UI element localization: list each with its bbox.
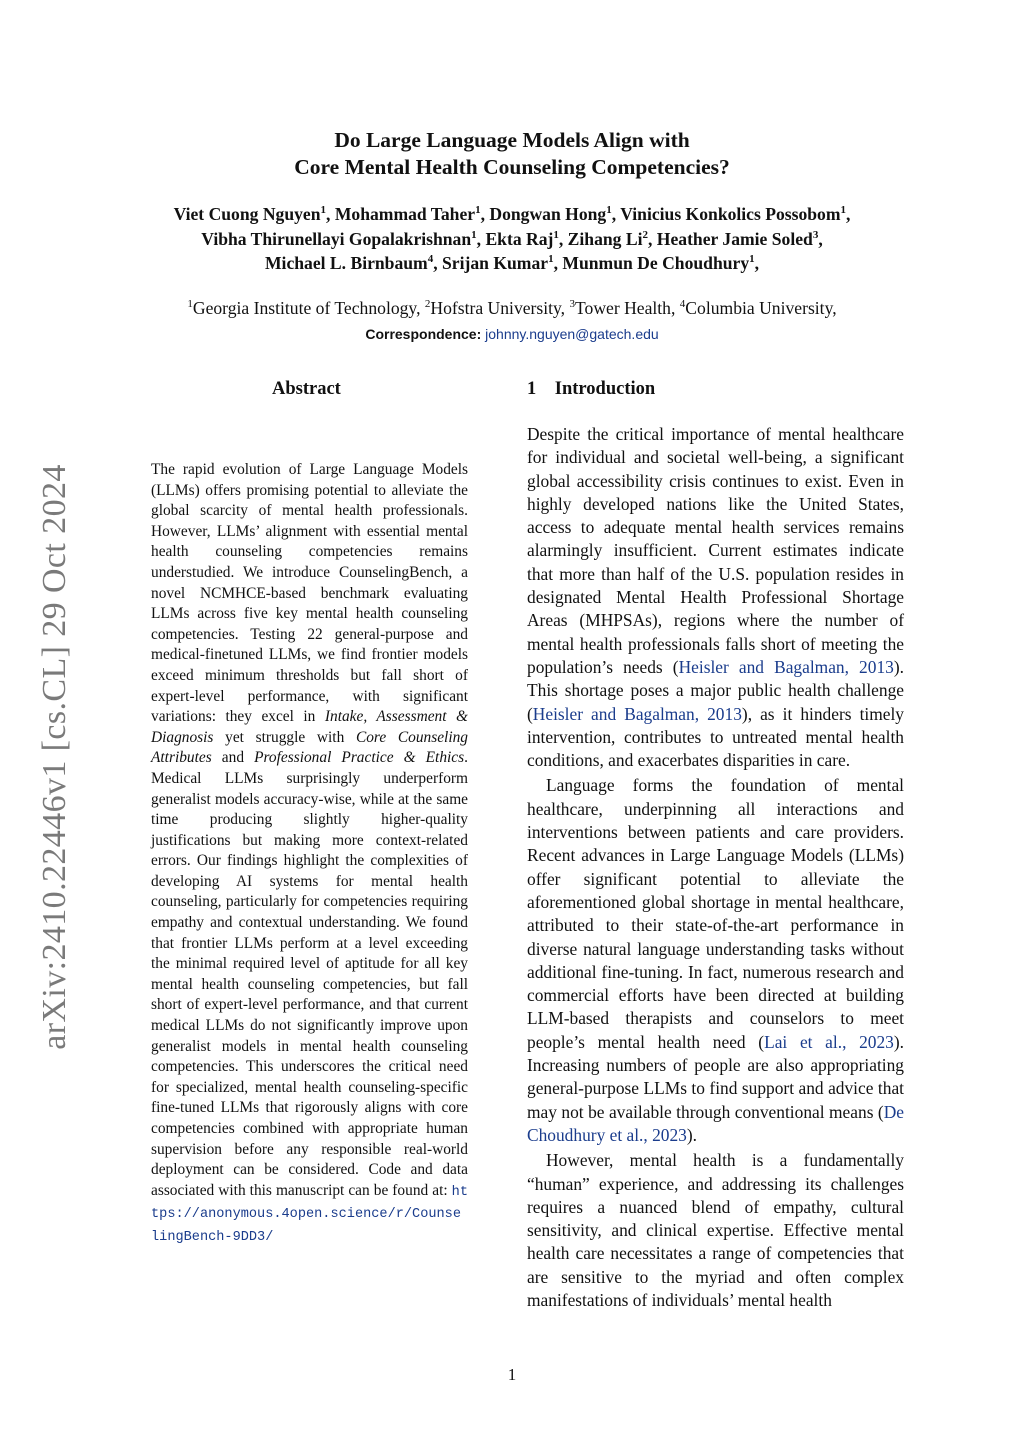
correspondence-label: Correspondence: (365, 326, 482, 342)
author-affiliation-mark: 2 (642, 228, 648, 241)
author-name: Heather Jamie Soled (656, 228, 813, 249)
citation-link[interactable]: Heisler and Bagalman, 2013 (532, 703, 742, 724)
abstract-text: and (221, 749, 245, 767)
citation-link[interactable]: Lai et al., 2023 (764, 1031, 894, 1052)
paragraph-text: ). This shortage poses a major public health challenge ( (527, 656, 904, 724)
paragraph (527, 423, 904, 772)
introduction-heading (527, 379, 655, 400)
affiliation-name: Columbia University, (685, 298, 837, 318)
affiliation-name: Tower Health, (575, 298, 676, 318)
author-name: Mohammad Taher (334, 204, 476, 224)
abstract-text: yet struggle with (225, 728, 345, 746)
affiliation-number: 4 (679, 298, 686, 310)
author-name: Viet Cuong Nguyen (173, 204, 321, 224)
correspondence-email-link[interactable]: johnny.nguyen@gatech.edu (485, 326, 659, 342)
author-affiliation-mark: 1 (471, 228, 477, 241)
arxiv-stamp (20, 456, 90, 1058)
section-number: 1 (527, 379, 537, 399)
paragraph (527, 774, 904, 1147)
correspondence (100, 326, 924, 342)
paragraph-text: However, mental health is a fundamentally “human” experience, and addressing its challenges requires a nuanced blend of empathy, cultural sensitivity, and clinical expertise. Effective mental health care necessitates a range of competencies that are sensitive to the myriad and often complex manifestations of individuals’ mental health (527, 1150, 904, 1310)
affiliation-number: 3 (569, 298, 575, 310)
affiliation-number: 1 (187, 298, 193, 310)
affiliations (100, 296, 924, 320)
abstract-emphasis: Professional Practice & Ethics (254, 749, 465, 767)
author-affiliation-mark: 1 (606, 204, 612, 216)
affiliation-name: Georgia Institute of Technology, (192, 298, 421, 318)
author-name: Zihang Li (567, 228, 643, 249)
author-name: Munmun De Choudhury (562, 253, 750, 273)
abstract-text: The rapid evolution of Large Language Models (LLMs) offers promising potential to alleviate the global scarcity of mental health professionals. However, LLMs’ alignment with essential mental health counseling competencies remains understudied. We introduce CounselingBench, a novel NCMHCE-based benchmark evaluating LLMs across five key mental health counseling competencies. Testing 22 general-purpose and medical-finetuned LLMs, we find frontier models exceed minimum thresholds but fall short of expert-level performance, with significant variations: they excel in (151, 461, 468, 726)
title-line-2: Core Mental Health Counseling Competencies? (294, 155, 730, 179)
introduction-body (527, 423, 904, 1314)
paper-title (130, 127, 894, 181)
author-name: Michael L. Birnbaum (264, 253, 428, 273)
abstract-text: . Medical LLMs surprisingly underperform generalist models accuracy-wise, while at the same time producing slightly higher-quality justifications but making more context-related errors. Our findings highlight the complexities of developing AI systems for mental health counseling, particularly for competencies requiring empathy and contextual understanding. We found that frontier LLMs perform at a level exceeding the minimal required level of aptitude for all key mental health counseling competencies, but fall short of expert-level performance, and that current medical LLMs do not significantly improve upon generalist models in mental health counseling competencies. This underscores the critical need for specialized, mental health counseling-specific fine-tuned LLMs that rigorously aligns with core competencies combined with appropriate human supervision before any responsible real-world deployment can be considered. Code and data associated with this manuscript can be found at: (151, 749, 468, 1199)
paragraph-text: ). (686, 1124, 698, 1145)
section-title: Introduction (554, 379, 656, 399)
abstract-emphasis: Core Counseling Attributes (151, 728, 468, 767)
abstract-emphasis: Intake, Assessment & Diagnosis (151, 708, 468, 746)
affiliation-name: Hofstra University, (430, 298, 566, 318)
citation-link[interactable]: Heisler and Bagalman, 2013 (678, 656, 894, 677)
author-list: Viet Cuong Nguyen$^1$, Mohammad Taher$^1$, Dongwan Hong$^1$, Vinicius Konkolics Possobom$^1$, Vibha Thirunellayi Gopalakrishnan$^1$, Ekta Raj$^1$, Zihang Li$^2$, Heather Jamie Soled$^3$, Michael L. Birnbaum$^4$, Srijan Kumar$^1$, Munmun De Choudhury$^1$, (173, 204, 851, 273)
paragraph-text: Despite the critical importance of mental healthcare for individual and societal well-being, a significant global accessibility crisis continues to exist. Even in highly developed nations like the United States, access to adequate mental health services remains alarmingly insufficient. Current estimates indicate that more than half of the U.S. population resides in designated Mental Health Professional Shortage Areas (MHPSAs), regions where the number of mental health professionals falls short of meeting the population’s needs ( (527, 424, 904, 677)
paragraph-text: ), as it hinders timely intervention, contributes to untreated mental health conditions, and exacerbates disparities in care. (527, 703, 905, 771)
author-name: Dongwan Hong (489, 204, 607, 224)
citation-link[interactable]: De Choudhury et al., 2023 (527, 1101, 904, 1145)
paragraph (527, 1149, 904, 1312)
author-affiliation-mark: 4 (427, 253, 434, 265)
page-number: 1 (507, 1365, 517, 1384)
paragraph-text: ). Increasing numbers of people are also appropriating general-purpose LLMs to find support and advice that may not be available through conventional means ( (527, 1031, 905, 1122)
author-name: Ekta Raj (485, 228, 554, 249)
author-affiliation-mark: 1 (749, 253, 755, 265)
title-line-1: Do Large Language Models Align with (334, 128, 690, 152)
author-affiliation-mark: 1 (475, 204, 481, 216)
arxiv-stamp-text: arXiv:2410.22446v1 [cs.CL] 29 Oct 2024 (36, 464, 73, 1050)
abstract-body (151, 460, 468, 1249)
author-affiliation-mark: 1 (840, 204, 847, 216)
author-affiliation-mark: 3 (812, 228, 819, 241)
paragraph-text: Language forms the foundation of mental healthcare, underpinning all interactions and interventions between patients and care providers. Recent advances in Large Language Models (LLMs) offer significant potential to alleviate the aforementioned global shortage in mental healthcare, attributed to their state-of-the-art performance in diverse natural language understanding tasks without additional fine-tuning. In fact, numerous research and commercial efforts have been directed at building LLM-based therapists and counselors to meet people’s mental health need ( (527, 775, 904, 1052)
author-name: Srijan Kumar (442, 253, 549, 273)
author-name: Vibha Thirunellayi Gopalakrishnan (201, 228, 472, 249)
abstract-heading: Abstract (272, 379, 341, 399)
author-name: Vinicius Konkolics Possobom (620, 204, 841, 224)
author-affiliation-mark: 1 (548, 253, 554, 265)
affiliation-number: 2 (424, 298, 431, 310)
author-affiliation-mark: 1 (320, 204, 327, 216)
author-affiliation-mark: 1 (553, 228, 559, 241)
code-url-link[interactable]: https://anonymous.4open.science/r/CounselingBench-9DD3/ (151, 1184, 468, 1245)
